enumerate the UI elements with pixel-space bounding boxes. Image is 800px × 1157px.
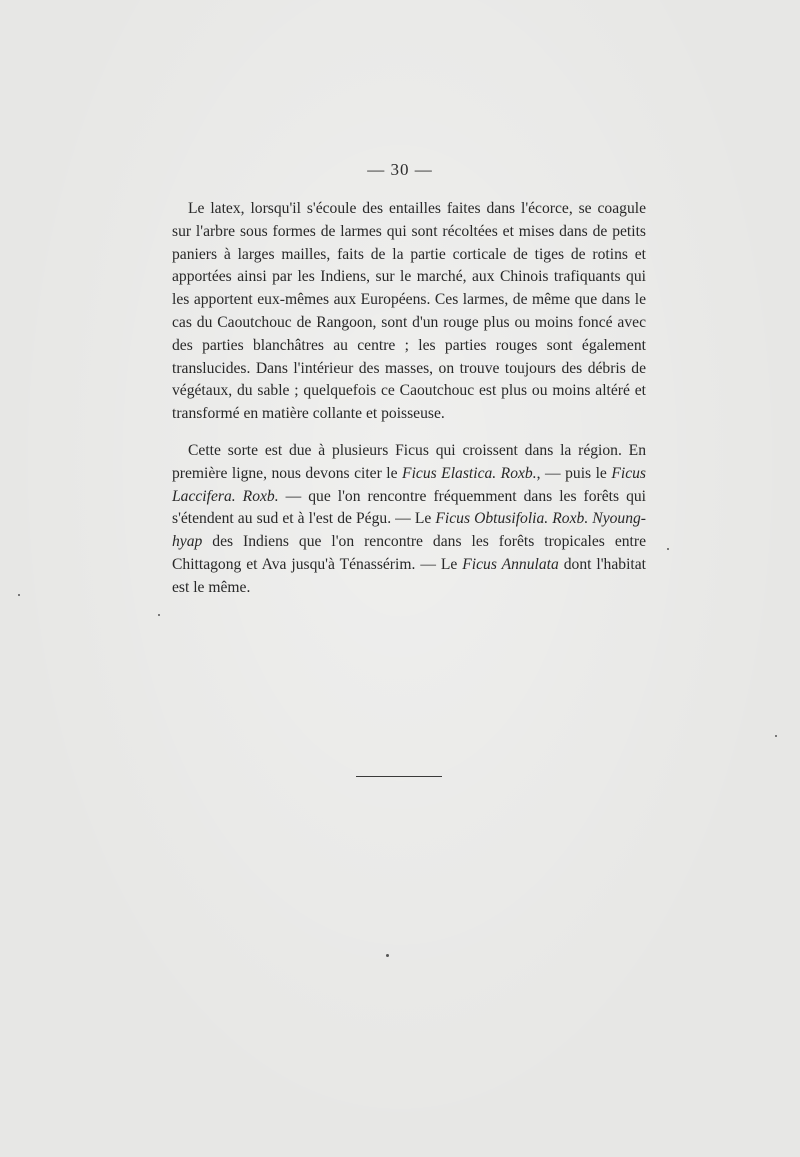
page-number: — 30 — [367, 160, 433, 179]
species-name: Ficus Obtusifolia. Roxb. Nyoung-hyap [172, 510, 647, 551]
species-name: Ficus Annulata [462, 555, 559, 573]
section-divider-rule [356, 776, 442, 777]
paragraph-segment: dont l'habitat est le même. [172, 555, 646, 596]
species-name: Ficus Elastica. Roxb. [402, 464, 537, 482]
paragraph-segment: des Indiens que l'on rencontre dans les forêts tropicales entre Chittagong et Ava jusqu'à Ténassérim. — Le [172, 533, 646, 573]
paragraph-ficus-species [172, 440, 646, 600]
paragraph-segment: Le latex, lorsqu'il s'écoule des entailles faites dans l'écorce, se coagule sur l'arbre sous formes de larmes qui sont récoltées et mises dans de petits paniers à larges mailles, faits de la partie corticale de tiges de rotins et apportées ainsi par les Indiens, sur le marché, aux Chinois trafiquants qui les apportent eux-mêmes aux Européens. Ces larmes, de même que dans le cas du Caoutchouc de Rangoon, sont d'un rouge plus ou moins foncé avec des parties blanchâtres au centre ; les parties rouges sont également translucides. Dans l'intérieur des masses, on trouve toujours des débris de végétaux, du sable ; quelquefois ce Caoutchouc est plus ou moins altéré et transformé en matière collante et poisseuse. [172, 200, 646, 423]
paper-speck [775, 735, 777, 737]
paragraph-latex [172, 198, 646, 426]
paragraph-segment: Cette sorte est due à plusieurs Ficus qui croissent dans la région. En première ligne, nous devons citer le [172, 441, 646, 482]
paragraph-segment: , — puis le [536, 464, 612, 482]
paper-speck [18, 594, 20, 596]
paper-speck [158, 614, 160, 616]
paragraph-segment: — que l'on rencontre fréquemment dans les forêts qui s'étendent au sud et à l'est de Pégu. — Le [172, 487, 646, 528]
paper-speck [667, 548, 669, 550]
body-text [172, 198, 646, 600]
paper-speck [386, 954, 389, 957]
species-name: Ficus Laccifera. Roxb. [172, 464, 646, 505]
